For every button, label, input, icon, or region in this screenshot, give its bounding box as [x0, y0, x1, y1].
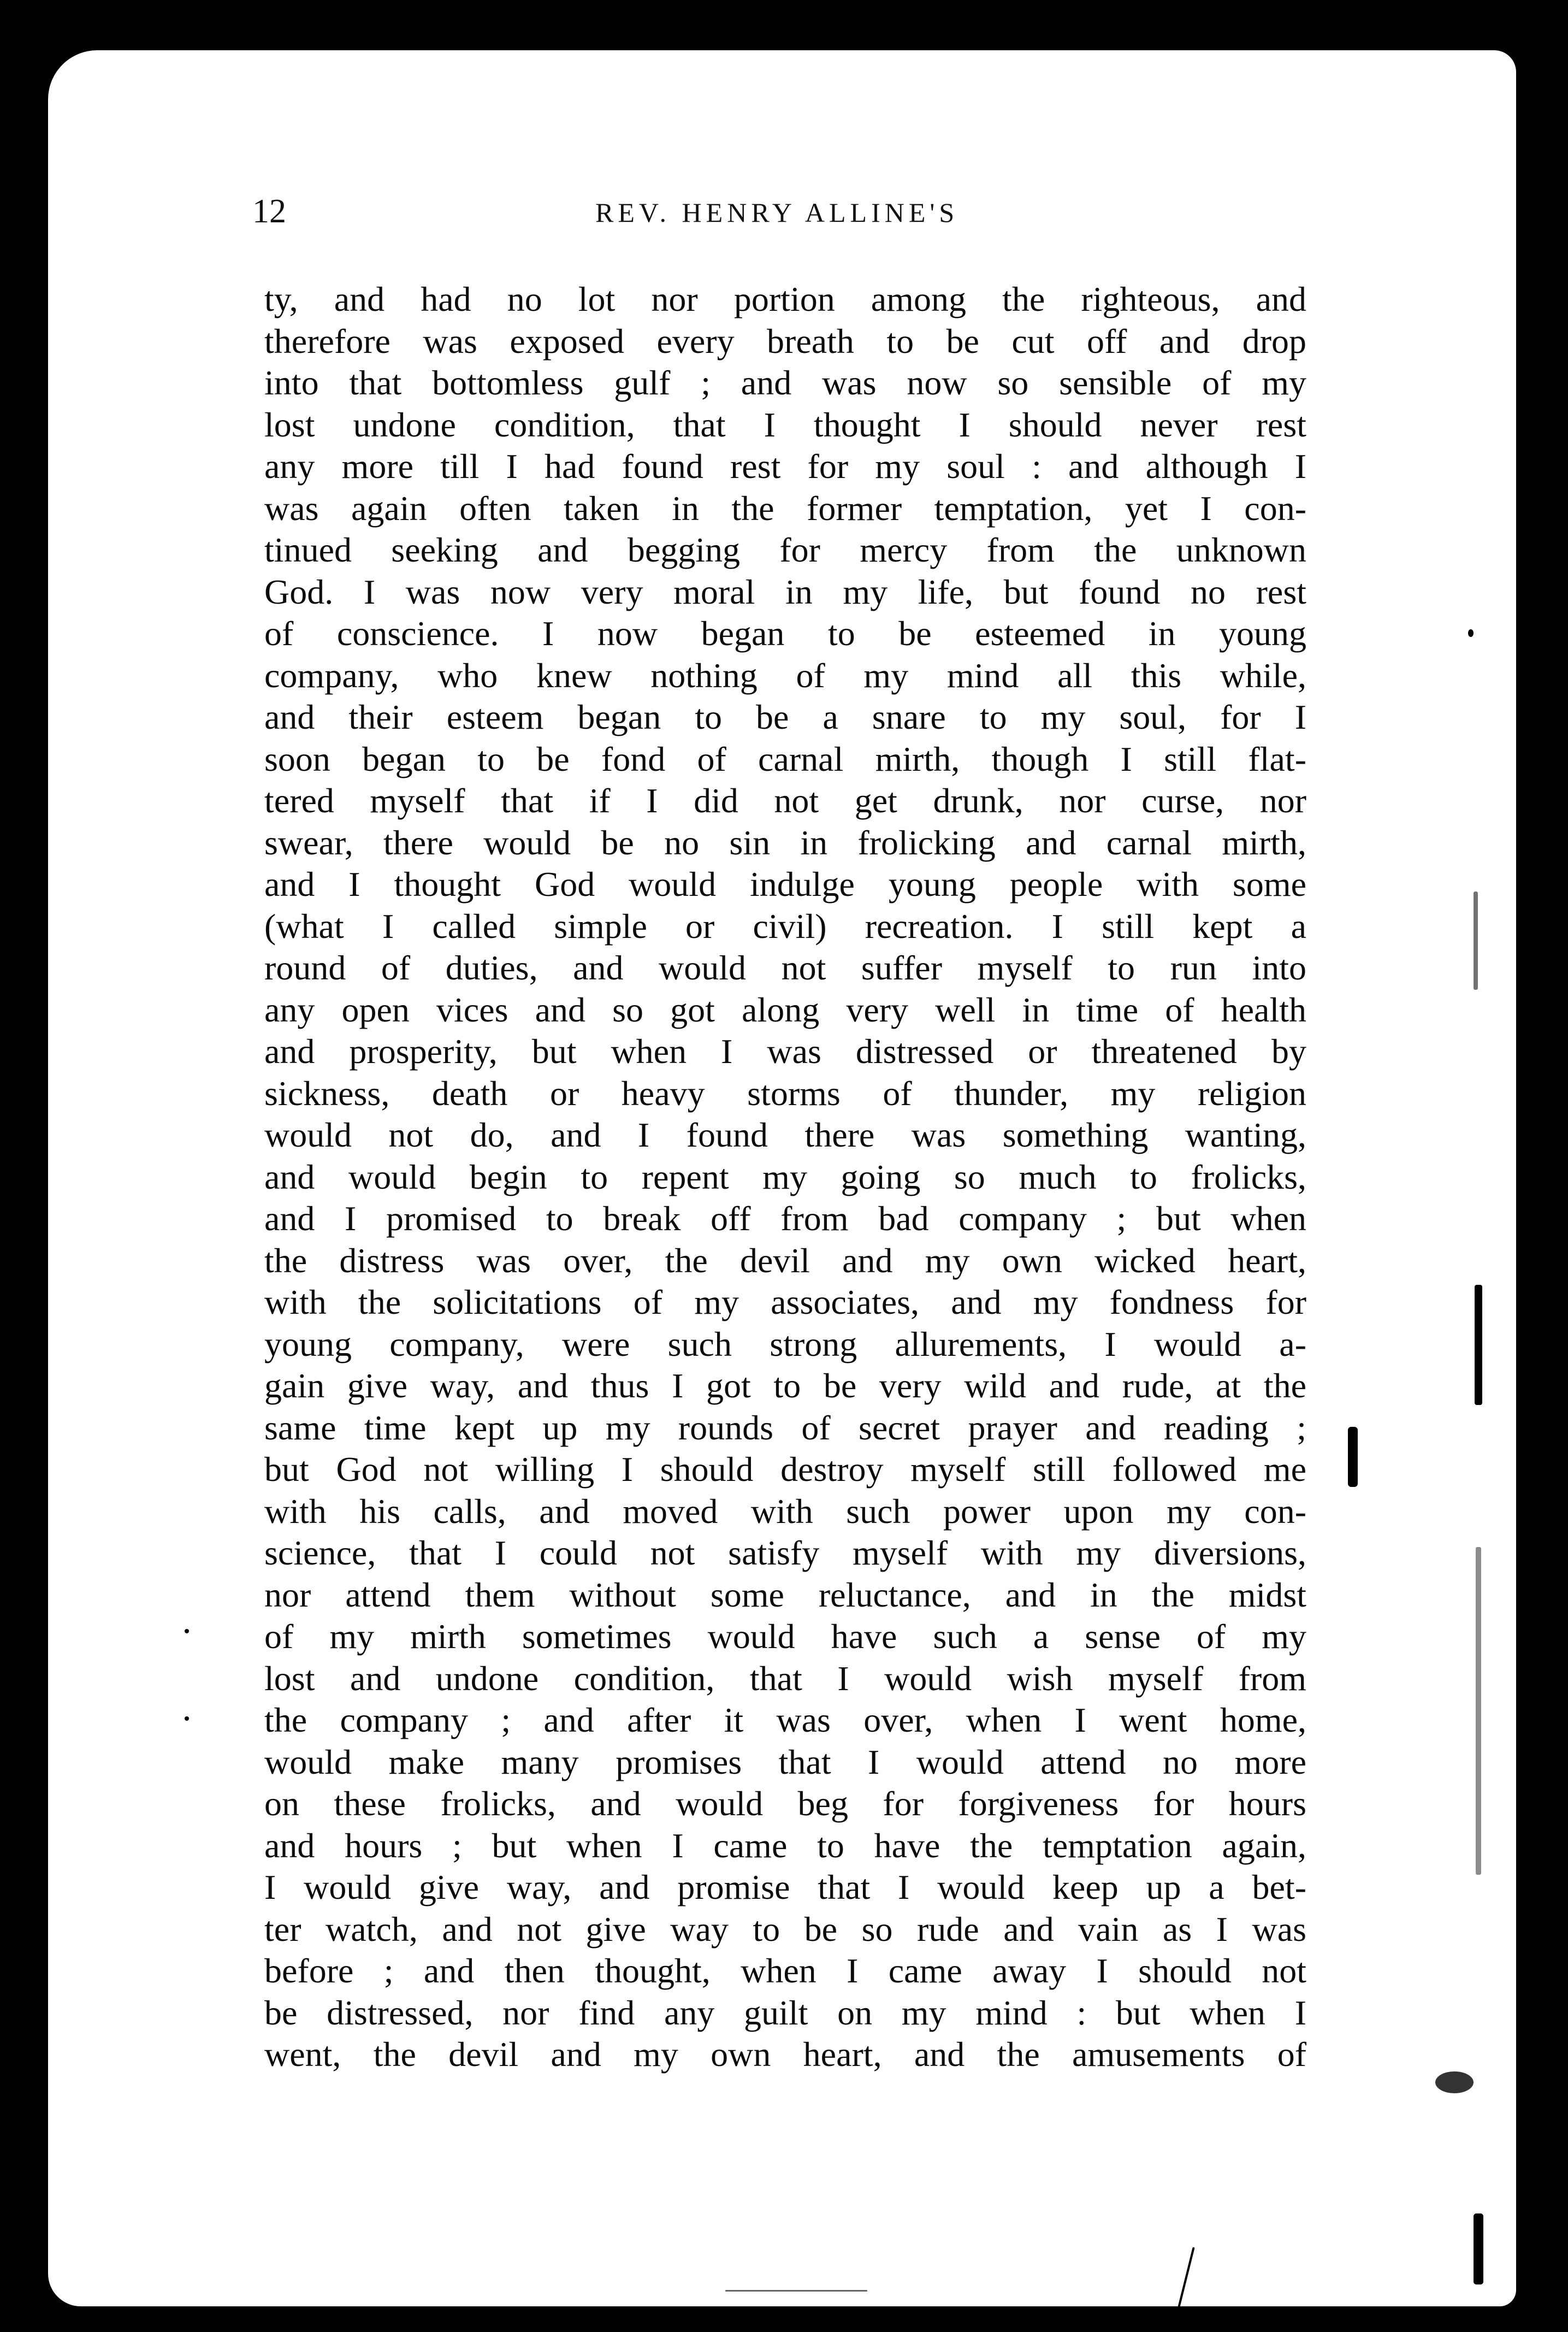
text-line: and would begin to repent my going so much to frolicks,	[264, 1157, 1306, 1196]
text-line: tered myself that if I did not get drunk, nor curse, nor	[264, 781, 1306, 820]
text-line: be distressed, nor find any guilt on my mind : but when I	[264, 1993, 1306, 2032]
text-line: swear, there would be no sin in frolicking and carnal mirth,	[264, 823, 1306, 862]
text-line: and their esteem began to be a snare to my soul, for I	[264, 698, 1306, 736]
text-line: was again often taken in the former temptation, yet I con-	[264, 488, 1306, 528]
text-line: nor attend them without some reluctance, and in the midst	[264, 1575, 1306, 1614]
ink-speck	[725, 2290, 867, 2292]
page-number: 12	[252, 193, 286, 230]
text-line: would make many promises that I would attend no more	[264, 1742, 1306, 1781]
text-line: of my mirth sometimes would have such a sense of my	[264, 1617, 1306, 1656]
text-line: with his calls, and moved with such power upon my con-	[264, 1491, 1306, 1531]
text-line: God. I was now very moral in my life, but found no rest	[264, 572, 1306, 611]
text-line: sickness, death or heavy storms of thunder, my religion	[264, 1073, 1306, 1113]
text-line: went, the devil and my own heart, and the amusements of	[264, 2035, 1306, 2074]
ink-speck	[185, 1716, 189, 1721]
text-line: lost undone condition, that I thought I should never rest	[264, 405, 1306, 444]
ink-speck	[1175, 2247, 1194, 2316]
text-line: and I promised to break off from bad company ; but when	[264, 1199, 1306, 1238]
text-line: the company ; and after it was over, when I went home,	[264, 1701, 1306, 1739]
text-line: of conscience. I now began to be esteemed in young	[264, 614, 1306, 653]
text-line: lost and undone condition, that I would wish myself from	[264, 1658, 1306, 1698]
ink-speck	[1435, 2071, 1474, 2093]
text-line: into that bottomless gulf ; and was now so sensible of my	[264, 363, 1306, 402]
ink-speck	[1475, 1285, 1482, 1405]
running-head: REV. HENRY ALLINE'S	[595, 197, 959, 228]
text-line: any more till I had found rest for my soul : and although I	[264, 447, 1306, 486]
ink-speck	[1476, 1547, 1481, 1875]
text-line: and I thought God would indulge young people with some	[264, 865, 1306, 904]
text-line: round of duties, and would not suffer myself to run into	[264, 948, 1306, 987]
text-line: but God not willing I should destroy myself still followed me	[264, 1450, 1306, 1489]
text-line: tinued seeking and begging for mercy from the unknown	[264, 530, 1306, 569]
text-line: and prosperity, but when I was distressed or threatened by	[264, 1032, 1306, 1071]
ink-speck	[1474, 2213, 1483, 2284]
ink-speck	[185, 1629, 189, 1633]
text-line: same time kept up my rounds of secret prayer and reading ;	[264, 1408, 1306, 1447]
text-line: any open vices and so got along very well in time of health	[264, 990, 1306, 1029]
ink-speck	[1468, 629, 1474, 637]
text-line: gain give way, and thus I got to be very wild and rude, at the	[264, 1366, 1306, 1405]
text-line: ter watch, and not give way to be so rude and vain as I was	[264, 1909, 1306, 1949]
page-header	[0, 192, 1568, 241]
text-line: company, who knew nothing of my mind all this while,	[264, 656, 1306, 695]
text-line: (what I called simple or civil) recreation. I still kept a	[264, 906, 1306, 946]
body-text	[264, 279, 1306, 2076]
text-line: on these frolicks, and would beg for forgiveness for hours	[264, 1784, 1306, 1823]
text-line: before ; and then thought, when I came away I should not	[264, 1951, 1306, 1990]
text-line: science, that I could not satisfy myself with my diversions,	[264, 1533, 1306, 1572]
text-line: the distress was over, the devil and my own wicked heart,	[264, 1241, 1306, 1280]
text-line: young company, were such strong allurements, I would a-	[264, 1324, 1306, 1363]
ink-speck	[1474, 892, 1478, 990]
text-line: I would give way, and promise that I would keep up a bet-	[264, 1868, 1306, 1906]
text-line: ty, and had no lot nor portion among the righteous, and	[264, 280, 1306, 318]
ink-speck	[1348, 1427, 1358, 1487]
text-line: therefore was exposed every breath to be cut off and drop	[264, 321, 1306, 361]
text-line: with the solicitations of my associates, and my fondness for	[264, 1283, 1306, 1321]
text-line: and hours ; but when I came to have the temptation again,	[264, 1826, 1306, 1865]
text-line: would not do, and I found there was something wanting,	[264, 1115, 1306, 1154]
text-line: soon began to be fond of carnal mirth, though I still flat-	[264, 739, 1306, 778]
